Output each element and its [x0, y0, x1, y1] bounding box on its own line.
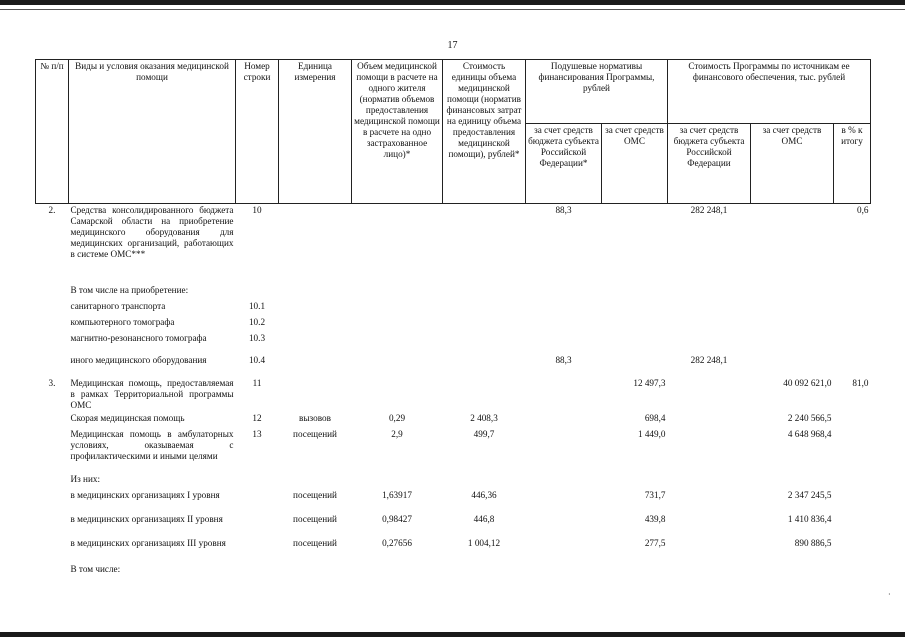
row-program-pct	[834, 513, 871, 537]
header-program-budget: за счет средств бюджета субъекта Российской Федерации	[668, 124, 751, 204]
row-program-pct	[834, 354, 871, 377]
top-rule	[0, 9, 905, 10]
row-per-capita-budget	[526, 332, 602, 354]
row-name: иного медицинского оборудования	[70, 354, 207, 365]
row-number	[36, 332, 69, 354]
row-volume: 2,9	[391, 428, 403, 439]
row-number	[36, 473, 69, 489]
table-row	[36, 563, 871, 579]
row-code: 10	[252, 205, 262, 215]
row-unit	[279, 284, 352, 300]
row-number	[36, 428, 69, 473]
row-unit	[279, 316, 352, 332]
row-number	[36, 284, 69, 300]
row-volume	[352, 332, 443, 354]
row-name: В том числе на приобретение:	[70, 284, 189, 295]
row-number	[36, 300, 69, 316]
row-program-oms	[751, 204, 834, 284]
row-name: санитарного транспорта	[70, 300, 166, 311]
row-per-capita-budget	[526, 412, 602, 428]
row-program-budget	[668, 332, 751, 354]
row-name: Медицинская помощь, предоставляемая в рамках Территориальной программы ОМС	[70, 377, 234, 410]
row-per-capita-oms: 277,5	[644, 537, 666, 548]
row-cost	[443, 316, 526, 332]
row-name: в медицинских организациях I уровня	[70, 489, 220, 500]
row-number: 3.	[48, 377, 56, 388]
row-program-pct	[834, 537, 871, 563]
row-name: Скорая медицинская помощь	[70, 412, 185, 423]
row-code	[236, 537, 279, 563]
row-code: 11	[252, 377, 262, 388]
row-program-pct	[834, 489, 871, 513]
row-name: Средства консолидированного бюджета Самарской области на приобретение медицинского оборудования для медицинских организаций, работающих в системе ОМС***	[70, 205, 234, 259]
row-per-capita-budget	[526, 300, 602, 316]
row-program-oms: 2 347 245,5	[787, 489, 832, 500]
row-program-oms	[751, 332, 834, 354]
row-per-capita-budget	[526, 563, 602, 579]
row-code	[236, 284, 279, 300]
row-per-capita-oms	[602, 300, 668, 316]
row-code: 10.4	[248, 354, 266, 365]
row-program-oms	[751, 563, 834, 579]
row-per-capita-budget	[526, 513, 602, 537]
row-unit	[279, 473, 352, 489]
row-per-capita-oms: 731,7	[644, 489, 666, 500]
table-row	[36, 513, 871, 537]
header-program-oms: за счет средств ОМС	[751, 124, 834, 204]
table-row	[36, 204, 871, 284]
page-number: 17	[447, 40, 458, 51]
row-per-capita-budget	[526, 284, 602, 300]
table-row	[36, 377, 871, 412]
row-name: Медицинская помощь в амбулаторных условиях, оказываемая с профилактическими и иными целями	[70, 428, 234, 461]
row-program-budget	[668, 377, 751, 412]
row-name: Из них:	[70, 473, 101, 484]
row-name: в медицинских организациях II уровня	[70, 513, 223, 524]
header-row-number: Номер строки	[236, 60, 279, 204]
row-per-capita-oms	[602, 473, 668, 489]
row-volume: 0,27656	[382, 537, 412, 548]
row-per-capita-oms	[602, 354, 668, 377]
table-body	[36, 204, 871, 579]
row-program-pct	[834, 284, 871, 300]
row-per-capita-budget	[526, 473, 602, 489]
row-program-pct	[834, 332, 871, 354]
row-number	[36, 316, 69, 332]
row-volume	[352, 300, 443, 316]
row-program-budget	[668, 316, 751, 332]
row-number	[36, 489, 69, 513]
row-unit	[279, 377, 352, 412]
row-program-pct	[834, 316, 871, 332]
table-row	[36, 428, 871, 473]
row-program-oms	[751, 300, 834, 316]
row-unit: посещений	[293, 428, 337, 439]
table-row	[36, 284, 871, 300]
row-volume	[352, 354, 443, 377]
row-cost: 446,36	[471, 489, 497, 500]
row-per-capita-budget	[526, 489, 602, 513]
row-program-budget	[668, 489, 751, 513]
row-code: 10.1	[248, 300, 266, 311]
row-code	[236, 473, 279, 489]
row-unit	[279, 563, 352, 579]
row-program-budget	[668, 537, 751, 563]
row-program-budget	[668, 513, 751, 537]
row-per-capita-oms	[602, 563, 668, 579]
row-unit	[279, 332, 352, 354]
row-number	[36, 354, 69, 377]
row-name: в медицинских организациях III уровня	[70, 537, 226, 548]
row-cost: 499,7	[473, 428, 495, 439]
header-per-capita-oms: за счет средств ОМС	[602, 124, 668, 204]
row-program-oms	[751, 316, 834, 332]
row-program-budget	[668, 300, 751, 316]
row-cost	[443, 300, 526, 316]
row-volume	[352, 473, 443, 489]
row-name: магнитно-резонансного томографа	[70, 332, 207, 343]
row-unit	[279, 204, 352, 284]
row-program-budget	[668, 428, 751, 473]
row-unit	[279, 354, 352, 377]
row-code: 10.3	[248, 332, 266, 343]
table-row	[36, 316, 871, 332]
row-program-budget	[668, 284, 751, 300]
row-cost	[443, 473, 526, 489]
row-code: 12	[252, 412, 262, 423]
row-program-budget: 282 248,1	[690, 354, 728, 365]
row-per-capita-oms: 439,8	[644, 513, 666, 524]
row-per-capita-budget: 88,3	[555, 205, 572, 215]
row-program-oms: 890 886,5	[794, 537, 832, 548]
row-cost	[443, 354, 526, 377]
row-program-pct	[834, 428, 871, 473]
table-row	[36, 537, 871, 563]
row-name: В том числе:	[70, 563, 121, 574]
row-per-capita-oms: 12 497,3	[633, 377, 666, 388]
row-program-oms	[751, 354, 834, 377]
row-program-oms: 2 240 566,5	[787, 412, 832, 423]
row-cost	[443, 284, 526, 300]
row-per-capita-budget	[526, 316, 602, 332]
row-per-capita-oms: 1 449,0	[637, 428, 666, 439]
row-per-capita-budget: 88,3	[555, 354, 572, 365]
header-program-cost: Стоимость Программы по источникам ее финансового обеспечения, тыс. рублей	[668, 60, 871, 124]
table-row	[36, 489, 871, 513]
row-number	[36, 513, 69, 537]
row-unit	[279, 300, 352, 316]
table-row	[36, 412, 871, 428]
row-unit: посещений	[293, 513, 337, 524]
header-unit: Единица измерения	[279, 60, 352, 204]
row-number	[36, 537, 69, 563]
header-volume: Объем медицинской помощи в расчете на одного жителя (норматив объемов предоставления медицинской помощи в расчете на одно застрахованное лицо)*	[352, 60, 443, 204]
row-cost: 1 004,12	[467, 537, 501, 548]
header-program-pct: в % к итогу	[834, 124, 871, 204]
financing-table	[35, 59, 871, 579]
row-unit: вызовов	[299, 412, 331, 423]
row-volume: 0,98427	[382, 513, 412, 524]
row-program-oms: 4 648 968,4	[787, 428, 832, 439]
row-program-pct: 81,0	[852, 377, 869, 388]
row-volume	[352, 377, 443, 412]
header-kinds: Виды и условия оказания медицинской помощи	[69, 60, 236, 204]
header-num: № п/п	[36, 60, 69, 204]
row-per-capita-oms: 698,4	[644, 412, 666, 423]
row-volume	[352, 316, 443, 332]
row-program-oms	[751, 473, 834, 489]
header-per-capita-budget: за счет средств бюджета субъекта Российской Федерации*	[526, 124, 602, 204]
bottom-border	[0, 632, 905, 637]
row-program-budget: 282 248,1	[690, 205, 728, 215]
row-number	[36, 563, 69, 579]
row-cost	[443, 332, 526, 354]
row-program-budget	[668, 563, 751, 579]
row-volume	[352, 204, 443, 284]
top-border	[0, 0, 905, 5]
row-number: 2.	[48, 205, 56, 215]
row-unit: посещений	[293, 537, 337, 548]
row-code	[236, 563, 279, 579]
row-per-capita-oms	[602, 332, 668, 354]
row-volume	[352, 284, 443, 300]
row-code: 13	[252, 428, 262, 439]
row-cost	[443, 377, 526, 412]
row-volume	[352, 563, 443, 579]
row-cost	[443, 563, 526, 579]
row-program-pct	[834, 412, 871, 428]
row-program-pct: 0,6	[857, 205, 869, 215]
table-row	[36, 332, 871, 354]
row-per-capita-budget	[526, 537, 602, 563]
row-volume: 1,63917	[382, 489, 412, 500]
table-row	[36, 473, 871, 489]
row-code: 10.2	[248, 316, 266, 327]
row-program-budget	[668, 473, 751, 489]
header-cost: Стоимость единицы объема медицинской помощи (норматив финансовых затрат на единицу объема предоставления медицинской помощи), рублей*	[443, 60, 526, 204]
row-per-capita-oms	[602, 204, 668, 284]
scan-mark: ·	[888, 590, 891, 599]
row-code	[236, 513, 279, 537]
row-cost: 2 408,3	[470, 412, 498, 423]
row-cost: 446,8	[473, 513, 495, 524]
row-per-capita-budget	[526, 428, 602, 473]
table-row	[36, 354, 871, 377]
row-program-oms: 1 410 836,4	[787, 513, 832, 524]
header-per-capita: Подушевые нормативы финансирования Программы, рублей	[526, 60, 668, 124]
row-program-budget	[668, 412, 751, 428]
row-program-pct	[834, 473, 871, 489]
row-per-capita-oms	[602, 316, 668, 332]
row-code	[236, 489, 279, 513]
row-program-pct	[834, 300, 871, 316]
row-program-oms: 40 092 621,0	[783, 377, 832, 388]
table-row	[36, 300, 871, 316]
row-per-capita-oms	[602, 284, 668, 300]
row-unit: посещений	[293, 489, 337, 500]
row-per-capita-budget	[526, 377, 602, 412]
row-volume: 0,29	[388, 412, 406, 423]
row-number	[36, 412, 69, 428]
row-program-oms	[751, 284, 834, 300]
row-cost	[443, 204, 526, 284]
row-name: компьютерного томографа	[70, 316, 175, 327]
row-program-pct	[834, 563, 871, 579]
